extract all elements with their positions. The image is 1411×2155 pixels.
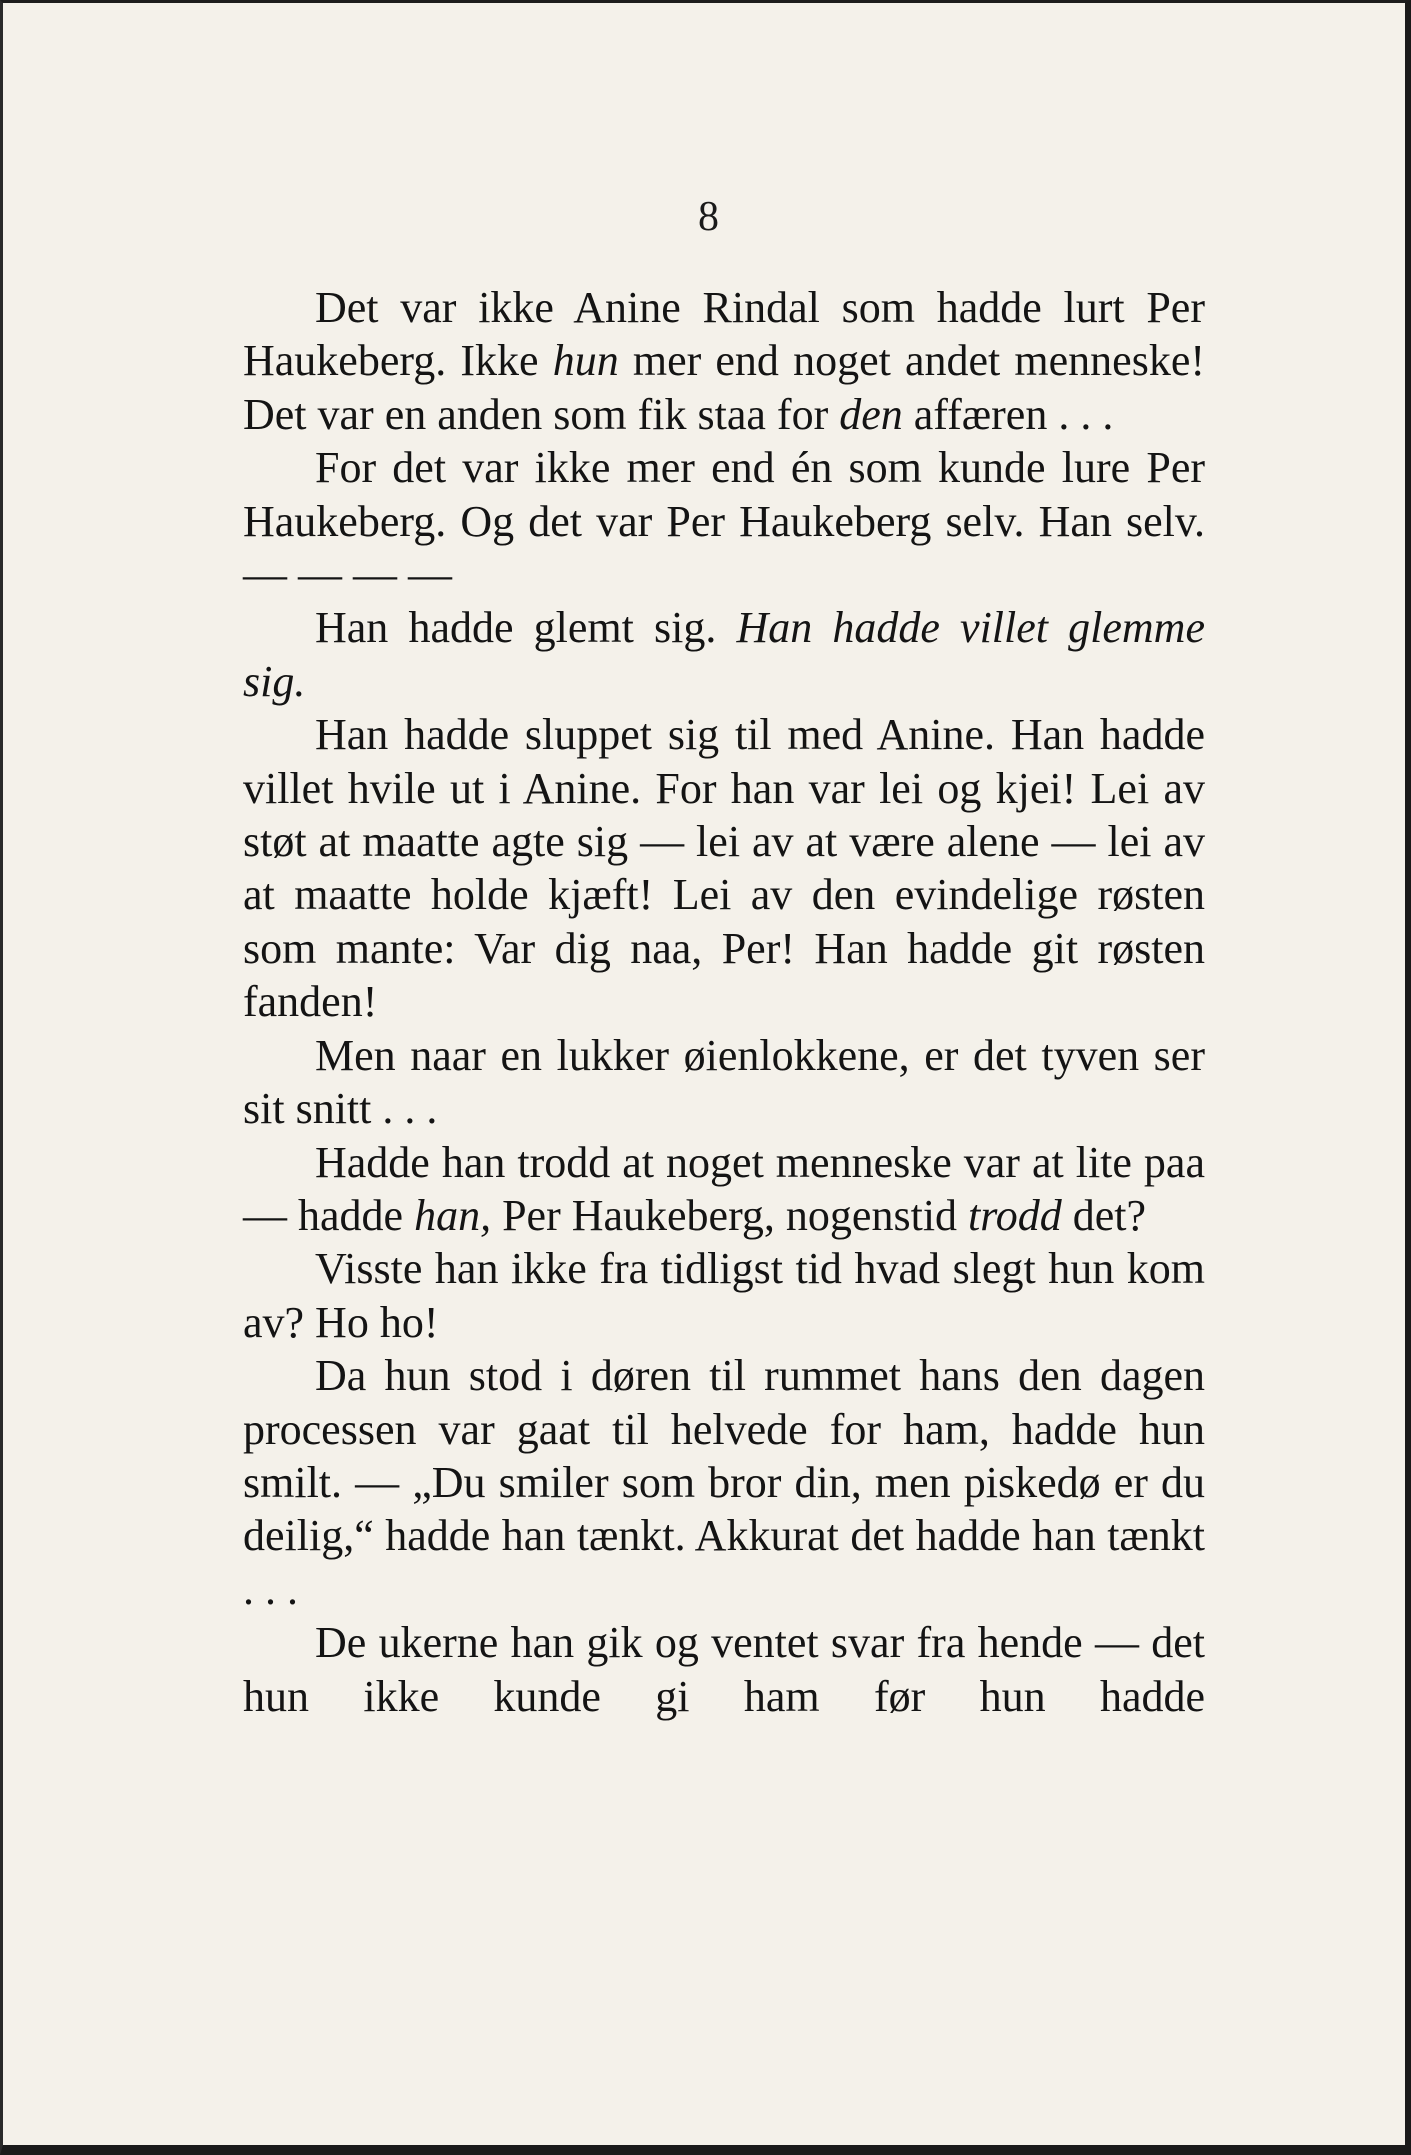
italic-text: trodd: [968, 1190, 1062, 1240]
text-run: For det var ikke mer end én som kunde lure Per Haukeberg. Og det var Per Haukeberg selv. Han selv. — — — —: [243, 443, 1205, 600]
italic-text: Han hadde villet glemme sig.: [243, 603, 1205, 706]
text-run: De ukerne han gik og ventet svar fra hende — det hun ikke kunde gi ham før hun hadde: [243, 1618, 1205, 1721]
text-run: affæren . . .: [902, 389, 1114, 439]
body-text: [243, 281, 1205, 1723]
italic-text: han,: [414, 1190, 492, 1240]
paragraph: [243, 1616, 1205, 1723]
text-run: Visste han ikke fra tidligst tid hvad slegt hun kom av? Ho ho!: [243, 1244, 1205, 1347]
paragraph: [243, 441, 1205, 601]
paragraph: [243, 1242, 1205, 1349]
paragraph: [243, 1029, 1205, 1136]
text-run: Hadde han trodd at noget menneske var at lite paa — hadde: [243, 1137, 1205, 1240]
italic-text: hun: [552, 336, 619, 386]
page-number: 8: [698, 194, 719, 240]
text-run: Da hun stod i døren til rummet hans den dagen processen var gaat til helvede for ham, hadde hun smilt. — „Du smiler som bror din, men piskedø er du deilig,“ hadde han tænkt. Akkurat det hadde han tænkt . . .: [243, 1351, 1205, 1614]
paragraph: [243, 708, 1205, 1028]
text-run: Men naar en lukker øienlokkene, er det tyven ser sit snitt . . .: [243, 1030, 1205, 1134]
paragraph: [243, 1136, 1205, 1243]
paragraph: [243, 601, 1205, 708]
italic-text: den: [839, 389, 903, 439]
text-run: Han hadde sluppet sig til med Anine. Han hadde villet hvile ut i Anine. For han var lei og kjei! Lei av støt at maatte agte sig — lei av at være alene — lei av at maatte holde kjæft! Lei av den evindelige røsten som mante: Var dig naa, Per! Han hadde git røsten fanden!: [243, 710, 1205, 1027]
text-run: det?: [1061, 1190, 1147, 1240]
text-run: Han hadde glemt sig.: [315, 603, 737, 653]
text-run: mer end noget andet menneske! Det var en anden som fik staa for: [243, 336, 1206, 439]
paragraph: [243, 281, 1205, 441]
text-run: Per Haukeberg, nogenstid: [491, 1190, 969, 1240]
paragraph: [243, 1349, 1205, 1616]
text-run: Det var ikke Anine Rindal som hadde lurt Per Haukeberg. Ikke: [243, 283, 1205, 386]
